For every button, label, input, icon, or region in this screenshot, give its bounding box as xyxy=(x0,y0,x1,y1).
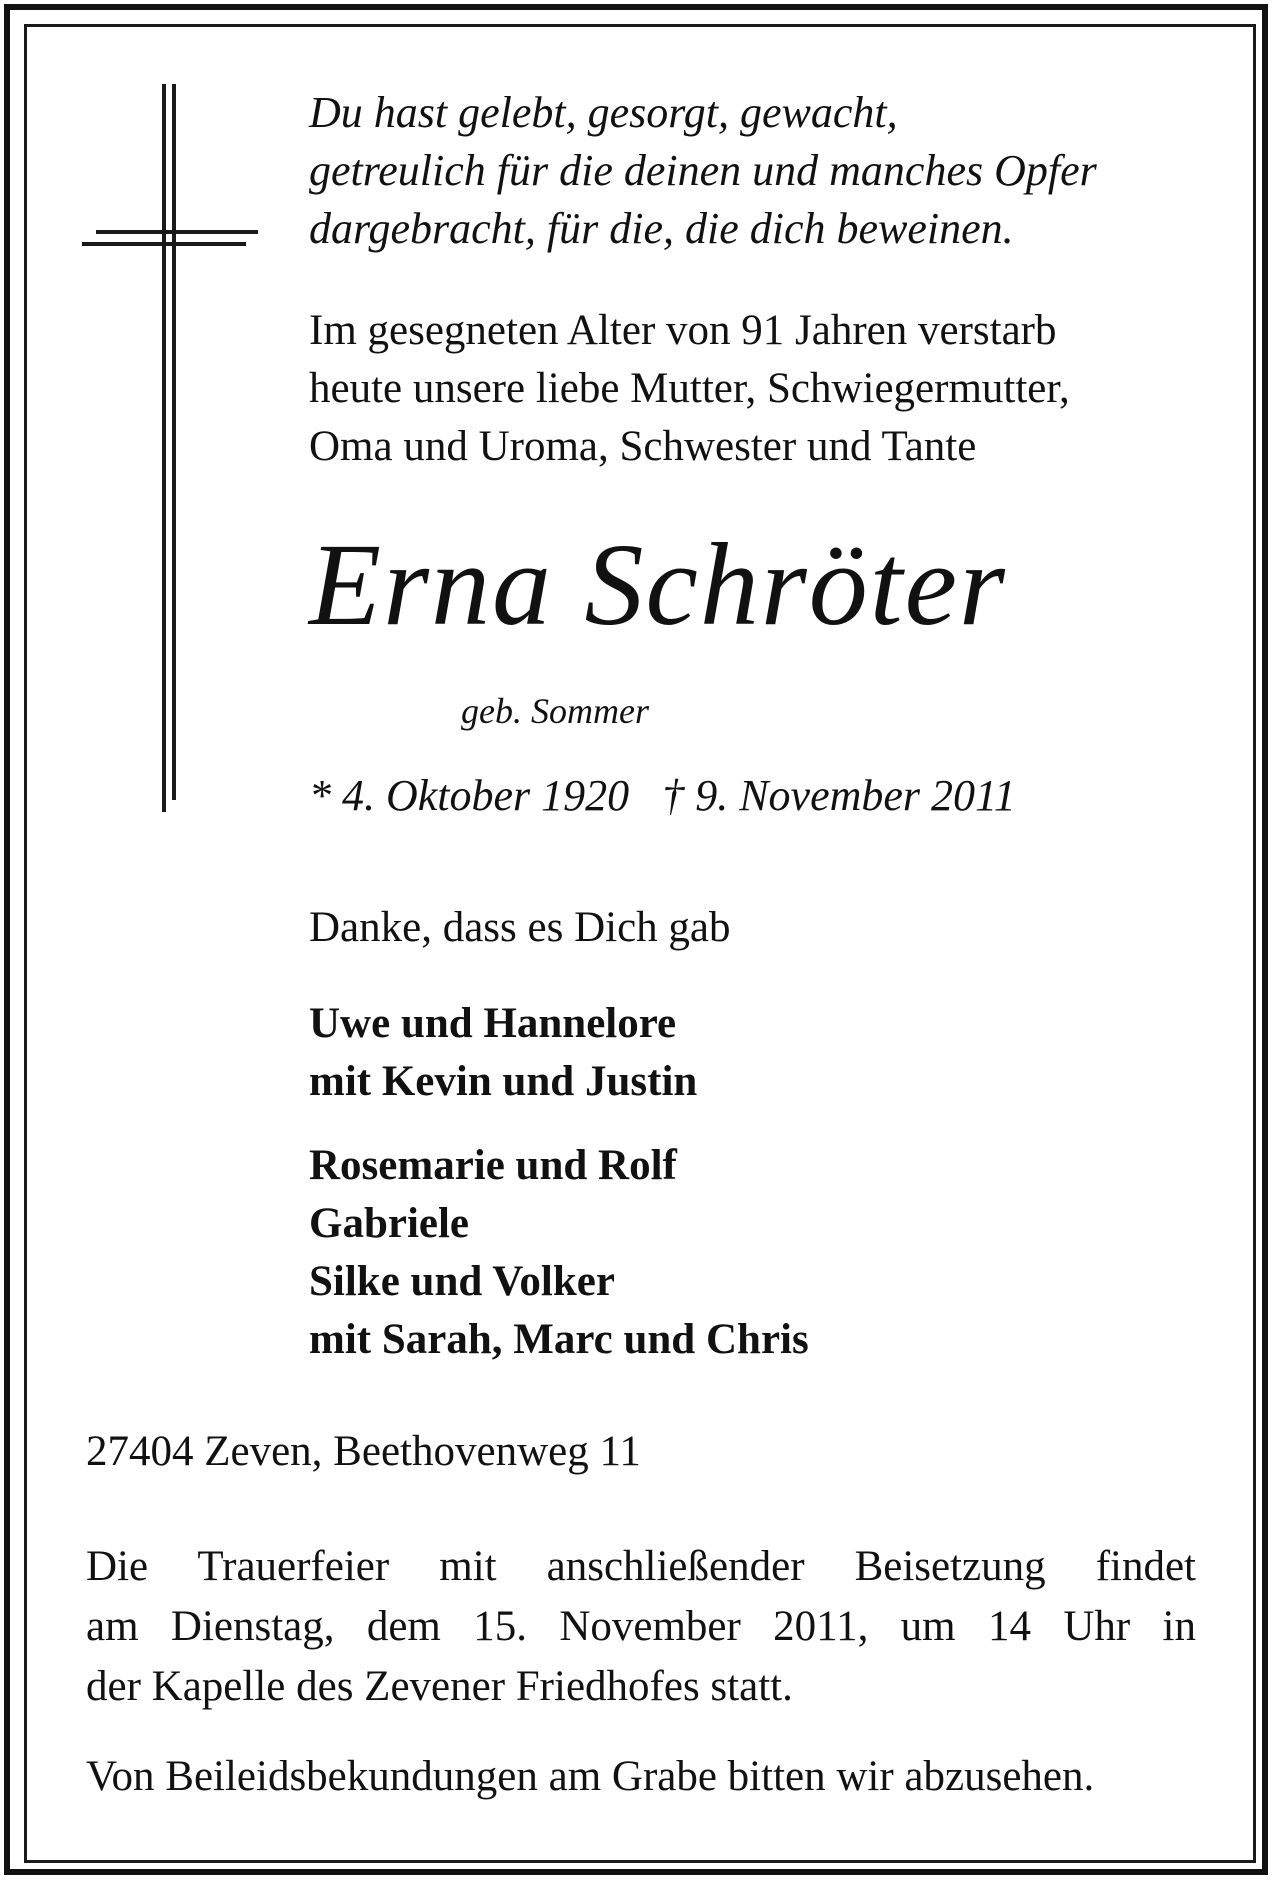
notice-line: der Kapelle des Zevener Friedhofes statt. xyxy=(86,1663,793,1710)
life-dates xyxy=(309,770,1199,821)
family-line: mit Sarah, Marc und Chris xyxy=(309,1316,809,1363)
birth-date: * 4. Oktober 1920 xyxy=(309,771,630,820)
funeral-notice xyxy=(86,1537,1196,1717)
poem-line: Du hast gelebt, gesorgt, gewacht, xyxy=(309,88,898,137)
family-group xyxy=(309,1137,1199,1369)
intro-text xyxy=(309,302,1199,476)
intro-line: heute unsere liebe Mutter, Schwiegermutter, xyxy=(309,365,1070,412)
maiden-name: geb. Sommer xyxy=(461,691,649,731)
poem xyxy=(309,84,1199,258)
closing-note: Von Beileidsbekundungen am Grabe bitten wir abzusehen. xyxy=(86,1753,1095,1800)
address: 27404 Zeven, Beethovenweg 11 xyxy=(86,1428,641,1475)
family-line: mit Kevin und Justin xyxy=(309,1058,698,1105)
family-line: Gabriele xyxy=(309,1200,470,1247)
intro-line: Im gesegneten Alter von 91 Jahren verstarb xyxy=(309,307,1057,354)
family-line: Silke und Volker xyxy=(309,1258,615,1305)
death-date: † 9. November 2011 xyxy=(662,771,1016,820)
thanks-line: Danke, dass es Dich gab xyxy=(309,904,731,951)
poem-line: dargebracht, für die, die dich beweinen. xyxy=(309,204,1014,253)
intro-line: Oma und Uroma, Schwester und Tante xyxy=(309,423,977,470)
deceased-name: Erna Schröter xyxy=(309,519,1007,650)
family-line: Rosemarie und Rolf xyxy=(309,1142,677,1189)
family-group xyxy=(309,995,1199,1111)
notice-line: am Dienstag, dem 15. November 2011, um 14 Uhr in xyxy=(86,1603,1196,1650)
notice-line: Die Trauerfeier mit anschließender Beisetzung findet xyxy=(86,1543,1196,1590)
family-line: Uwe und Hannelore xyxy=(309,1000,677,1047)
poem-line: getreulich für die deinen und manches Opfer xyxy=(309,146,1097,195)
